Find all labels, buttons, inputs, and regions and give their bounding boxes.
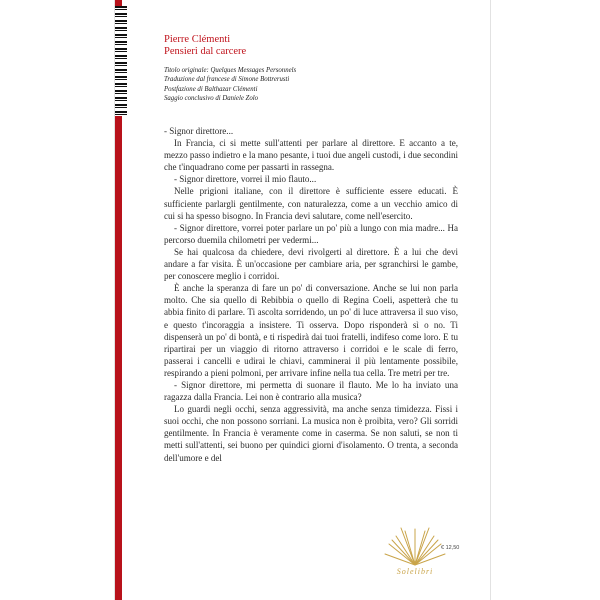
publisher-name: Solelibri	[396, 567, 434, 576]
credit-line: Traduzione dal francese di Simone Bottrerusti	[164, 76, 290, 84]
paragraph: - Signor direttore...	[164, 126, 234, 136]
credit-line: Titolo originale: Quelques Messages Personnels	[164, 67, 297, 74]
paragraph: Se hai qualcosa da chiedere, devi rivolgerti al direttore. È a lui che devi andare a far visita. È un'occasione per cambiare aria, per sgranchirsi le gambe, per conoscere meglio i corridoi.	[164, 246, 458, 282]
paragraph: - Signor direttore, vorrei poter parlare un po' più a lungo con mia madre... Ha percorso duemila chilometri per vedermi...	[164, 222, 458, 245]
paragraph: - Signor direttore, mi permetta di suonare il flauto. Me lo ha inviato una ragazza dalla Francia. Lei non è contrario alla musica?	[164, 379, 458, 403]
paragraph: - Signor direttore, vorrei il mio flauto...	[174, 174, 317, 185]
book-title: Pensieri dal carcere	[164, 46, 247, 57]
paragraph: Lo guardi negli occhi, senza aggressività, ma anche senza timidezza. Fissi i suoi occhi, che non possono sorriani. La musica non è proibita, vero? Gli sorridi gentilmente. In Francia è veramente come in caserma. Se non saluti, se non ti metti sull'attenti, sei buono per quindici giorni d'isolamento. O trenta, a seconda dell'umore e del	[164, 404, 458, 463]
paragraph: In Francia, ci si mette sull'attenti per parlare al direttore. E accanto a te, mezzo passo indietro e la mano pesante, i tuoi due angeli custodi, i due secondini che t'inquadrano come per passarti in rassegna.	[164, 138, 458, 173]
credit-line: Saggio conclusivo di Daniele Zolo	[164, 95, 259, 103]
excerpt-text	[164, 125, 458, 557]
publisher-logo	[383, 525, 447, 581]
sun-logo-icon	[383, 525, 447, 567]
credits-block	[164, 66, 454, 104]
paragraph: È anche la speranza di fare un po' di conversazione. Anche se lui non parla molto. Che sia quello di Rebibbia o quello di Regina Coeli, aspetterà che tu abbia finito di parlare. Ti ascolta sorridendo, un po' di luce attraversa il suo viso, e questo t'incoraggia a insistere. Ti osserva. Dopo risponderà sì o no. Ti dispenserà un po' di bontà, e ti rispedirà dai tuoi fratelli, indifeso come loro. E tu ripartirai per un viaggio di ritorno attraverso i corridoi e le scale di ferro, passerai i cancelli e udirai le chiavi, camminerai il più lentamente possibile, respirando a pieni polmoni, per arrivare infine nella tua cella. Tre metri per tre.	[164, 283, 458, 378]
price-label: € 12,50	[441, 545, 460, 551]
book-back-cover	[115, 0, 490, 600]
author-name: Pierre Clémenti	[164, 34, 231, 45]
paragraph: Nelle prigioni italiane, con il direttore è sufficiente essere educati. È sufficiente parlargli gentilmente, con naturalezza, come a un vecchio amico di cui si ha spesso bisogno. In Francia devi salutare, come nell'esercito.	[164, 186, 458, 221]
credit-line: Postfazione di Balthazar Clémenti	[164, 85, 258, 93]
barcode-icon	[115, 6, 127, 116]
